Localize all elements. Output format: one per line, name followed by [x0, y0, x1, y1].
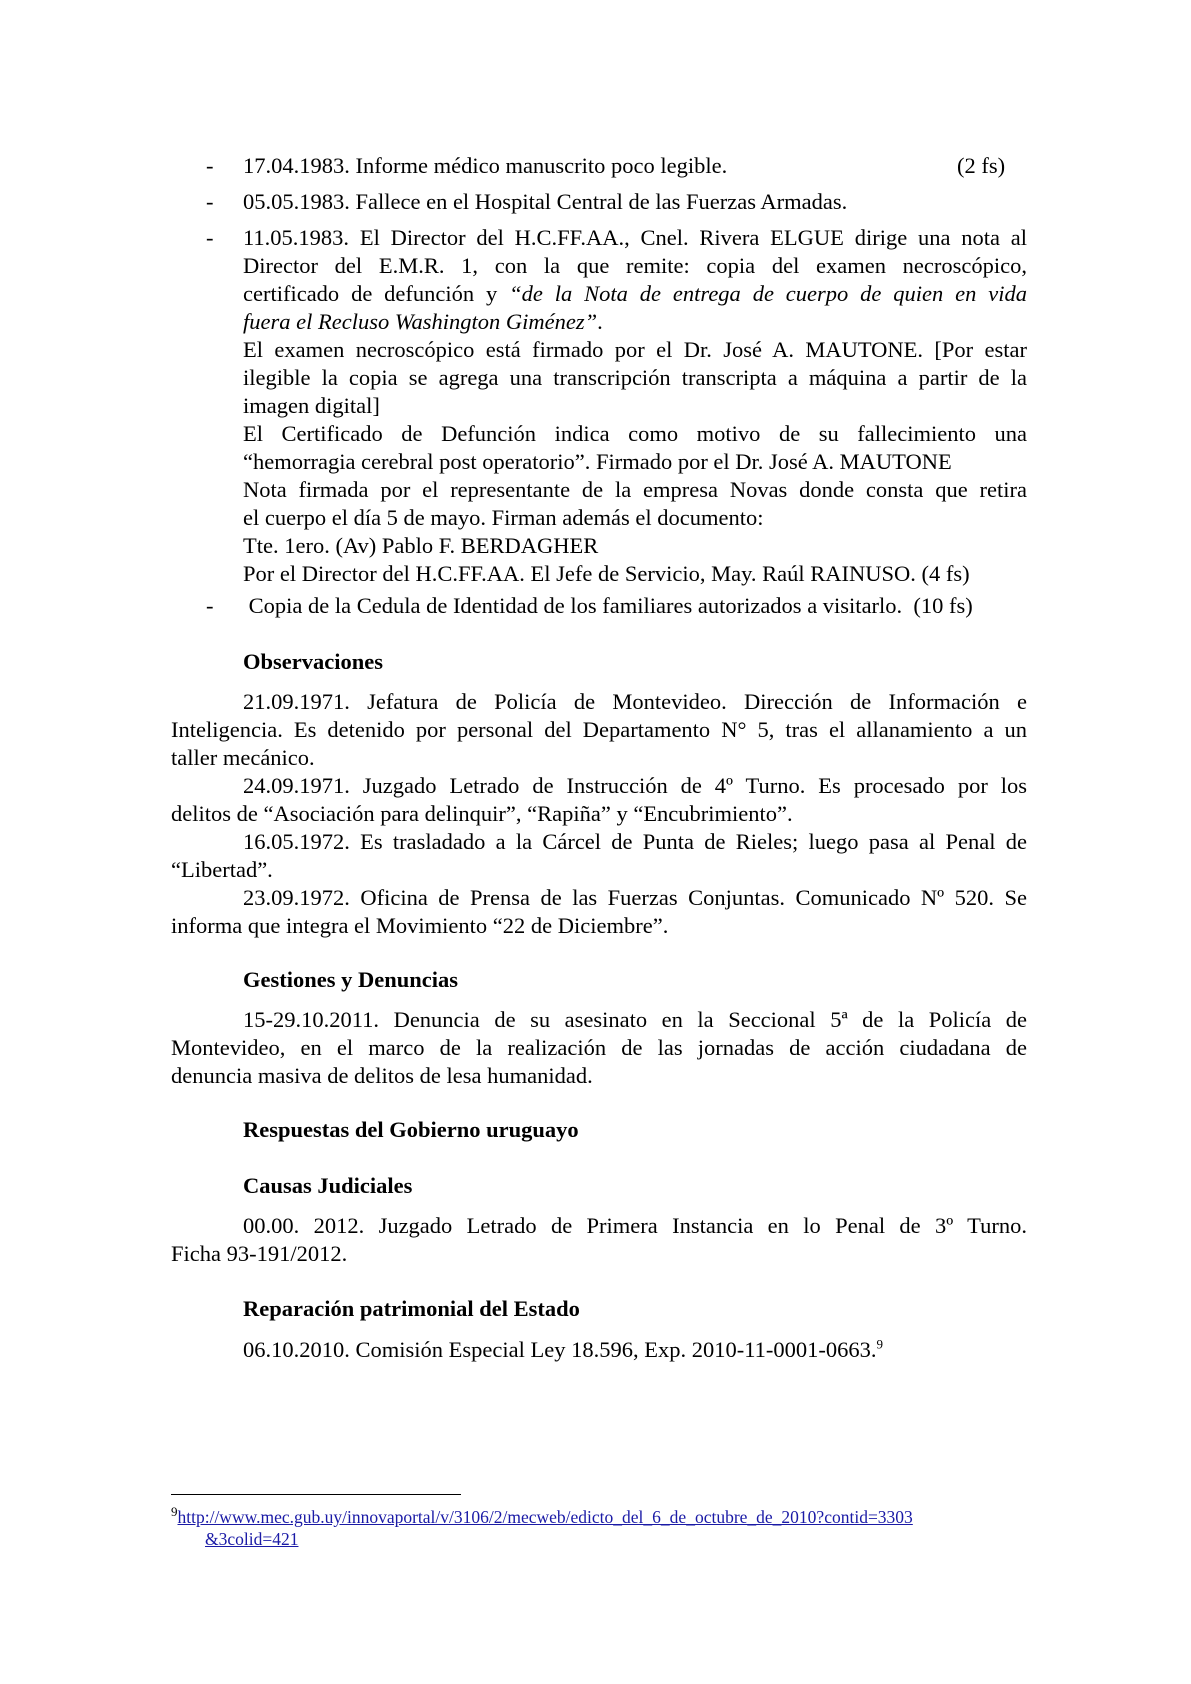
text-line: 00.00. 2012. Juzgado Letrado de Primera Instancia en lo Penal de 3º Turno.: [243, 1213, 1027, 1238]
footnote-link[interactable]: http://www.mec.gub.uy/innovaportal/v/3106/2/mecweb/edicto_del_6_de_octubre_de_2010?contid=3303: [177, 1507, 913, 1527]
bullet-dash: -: [206, 225, 214, 250]
text-line: informa que integra el Movimiento “22 de Diciembre”.: [171, 913, 669, 938]
text-line: [243, 280, 1027, 308]
text-line: “Libertad”.: [171, 857, 273, 882]
text-line: imagen digital]: [243, 393, 380, 418]
text-line: El Certificado de Defunción indica como motivo de su fallecimiento una: [243, 421, 1027, 446]
text-line: 21.09.1971. Jefatura de Policía de Montevideo. Dirección de Información e: [243, 689, 1027, 714]
section-heading-observaciones: Observaciones: [243, 649, 383, 674]
text-line: Director del E.M.R. 1, con la que remite: copia del examen necroscópico,: [243, 253, 1027, 278]
footnote-number: 9: [171, 1504, 178, 1520]
text-line: “hemorragia cerebral post operatorio”. Firmado por el Dr. José A. MAUTONE: [243, 449, 952, 474]
text-line: 16.05.1972. Es trasladado a la Cárcel de Punta de Rieles; luego pasa al Penal de: [243, 829, 1027, 854]
text-line: 15-29.10.2011. Denuncia de su asesinato en la Seccional 5ª de la Policía de: [243, 1007, 1027, 1032]
text-line: Ficha 93-191/2012.: [171, 1241, 348, 1266]
text-line: Tte. 1ero. (Av) Pablo F. BERDAGHER: [243, 533, 599, 558]
quoted-title: “de la Nota de entrega de cuerpo de quien en vida: [509, 281, 1027, 306]
bullet-text: 17.04.1983. Informe médico manuscrito poco legible.: [243, 153, 728, 178]
text-line: ilegible la copia se agrega una transcripción transcripta a máquina a partir de la: [243, 365, 1027, 390]
footnote-link-continued[interactable]: &3colid=421: [205, 1529, 299, 1549]
text-line: denuncia masiva de delitos de lesa humanidad.: [171, 1063, 593, 1088]
text-line: Por el Director del H.C.FF.AA. El Jefe de Servicio, May. Raúl RAINUSO. (4 fs): [243, 561, 970, 586]
text-line: 11.05.1983. El Director del H.C.FF.AA., Cnel. Rivera ELGUE dirige una nota al: [243, 225, 1027, 250]
footnote: [171, 1506, 1031, 1550]
quoted-title: fuera el Recluso Washington Giménez”: [243, 309, 598, 334]
bullet-dash: -: [206, 153, 214, 178]
reparacion-text: [243, 1336, 883, 1364]
observaciones-body: [171, 688, 1027, 940]
text-segment: .: [597, 309, 603, 334]
text-line: [243, 308, 1027, 336]
bullet-item-note: [243, 224, 1027, 588]
section-heading-respuestas: Respuestas del Gobierno uruguayo: [243, 1117, 579, 1142]
text-segment: certificado de defunción y: [243, 281, 510, 306]
text-line: Nota firmada por el representante de la empresa Novas donde consta que retira: [243, 477, 1027, 502]
text-line: 23.09.1972. Oficina de Prensa de las Fuerzas Conjuntas. Comunicado Nº 520. Se: [243, 885, 1027, 910]
folio-count: (2 fs): [957, 153, 1006, 178]
bullet-dash: -: [206, 189, 214, 214]
text-segment: 06.10.2010. Comisión Especial Ley 18.596, Exp. 2010-11-0001-0663.: [243, 1337, 877, 1362]
text-line: Inteligencia. Es detenido por personal del Departamento N° 5, tras el allanamiento a un: [171, 717, 1027, 742]
text-line: taller mecánico.: [171, 745, 315, 770]
gestiones-body: [171, 1006, 1027, 1090]
text-line: el cuerpo el día 5 de mayo. Firman además el documento:: [243, 505, 764, 530]
section-heading-reparacion: Reparación patrimonial del Estado: [243, 1296, 580, 1321]
text-line: delitos de “Asociación para delinquir”, “Rapiña” y “Encubrimiento”.: [171, 801, 793, 826]
footnote-reference[interactable]: 9: [876, 1336, 883, 1352]
bullet-text: 05.05.1983. Fallece en el Hospital Central de las Fuerzas Armadas.: [243, 189, 848, 214]
footnote-line: [171, 1506, 1031, 1528]
text-line: 24.09.1971. Juzgado Letrado de Instrucción de 4º Turno. Es procesado por los: [243, 773, 1027, 798]
footnote-separator: [171, 1494, 461, 1495]
section-heading-causas: Causas Judiciales: [243, 1173, 413, 1198]
section-heading-gestiones: Gestiones y Denuncias: [243, 967, 459, 992]
bullet-text: Copia de la Cedula de Identidad de los familiares autorizados a visitarlo. (10 fs): [243, 593, 973, 618]
text-line: El examen necroscópico está firmado por el Dr. José A. MAUTONE. [Por estar: [243, 337, 1027, 362]
text-line: Montevideo, en el marco de la realización de las jornadas de acción ciudadana de: [171, 1035, 1027, 1060]
bullet-dash: -: [206, 593, 214, 618]
footnote-line: [171, 1528, 1031, 1550]
causas-body: [171, 1212, 1027, 1268]
